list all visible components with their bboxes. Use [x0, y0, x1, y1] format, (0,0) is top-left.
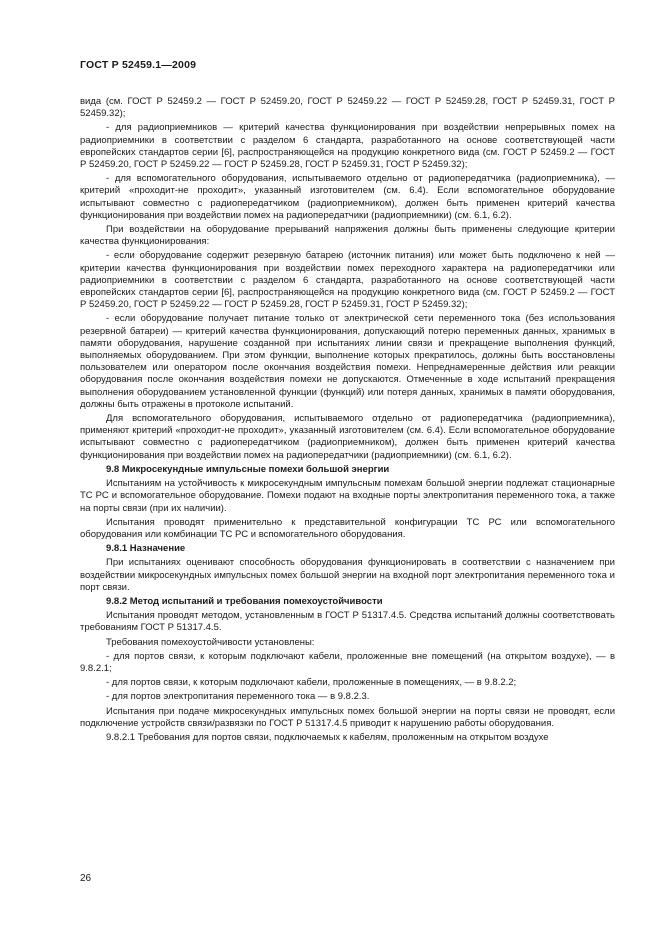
paragraph: Требования помехоустойчивости установлены:	[106, 636, 315, 648]
paragraph: - если оборудование получает питание только от электрической сети переменного тока (без использования резервной батареи) — критерий качества функционирования, допускающий потерю переменных данных, хранимых в памяти оборудования, нарушение созданной при испытаниях линии связи и прекращение выполнения функций, выполняемых оборудованием. При этом функции, выполнение которых прекратилось, должны быть восстановлены пользователем или оператором после окончания воздействия помехи. Непреднамеренные действия или реакции оборудования после окончания воздействия помехи не допускаются. Отмеченные в ходе испытаний прекращения выполнения оборудованием установленной функции (функций) или потеря данных, хранимых в памяти оборудования, должны быть отражены в протоколе испытаний.	[80, 313, 615, 410]
page-number: 26	[80, 873, 92, 884]
list-item: - для портов электропитания переменного тока — в 9.8.2.3.	[106, 691, 370, 703]
paragraph: Испытания при подаче микросекундных импульсных помех большой энергии на порты связи не проводят, если подключение устройств связи/развязки по ГОСТ Р 51317.4.5 приводит к нарушению работы оборудования.	[80, 705, 615, 729]
paragraph: Испытания проводят методом, установленным в ГОСТ Р 51317.4.5. Средства испытаний должны соответствовать требованиям ГОСТ Р 51317.4.5.	[80, 610, 615, 634]
paragraph: Испытания проводят применительно к представительной конфигурации ТС РС или вспомогательного оборудования или комбинации ТС РС и вспомогательного оборудования.	[80, 516, 615, 540]
standard-header: ГОСТ Р 52459.1—2009	[80, 59, 197, 71]
paragraph: - для радиоприемников — критерий качества функционирования при воздействии непрерывных помех на радиоприемники в соответствии с разделом 6 стандарта, разработанного на основе соответствующей части европейских стандартов серии [6], распространяющейся на продукцию конкретного вида (см. ГОСТ Р 52459.2 — ГОСТ Р 52459.20, ГОСТ Р 52459.22 — ГОСТ Р 52459.28, ГОСТ Р 52459.31, ГОСТ Р 52459.32);	[80, 122, 615, 171]
paragraph: 9.8.2.1 Требования для портов связи, подключаемых к кабелям, проложенным на открытом воздухе	[106, 731, 549, 743]
paragraph: вида (см. ГОСТ Р 52459.2 — ГОСТ Р 52459.20, ГОСТ Р 52459.22 — ГОСТ Р 52459.28, ГОСТ Р 52459.31, ГОСТ Р 52459.32);	[80, 96, 615, 120]
section-heading: 9.8 Микросекундные импульсные помехи большой энергии	[106, 463, 390, 475]
list-item: - для портов связи, к которым подключают кабели, проложенные в помещениях, — в 9.8.2.2;	[106, 677, 517, 689]
document-body	[80, 96, 615, 744]
paragraph: - для вспомогательного оборудования, испытываемого отдельно от радиопередатчика (радиоприемника), — критерий «проходит-не проходит», указанный изготовителем (см. 6.4). Если вспомогательное оборудование испытывают совместно с радиопередатчиком (радиоприемником), должен быть применен критерий качества функционирования при воздействии помех на радиопередатчики (радиоприемники) (см. 6.1, 6.2).	[80, 173, 615, 221]
paragraph: Для вспомогательного оборудования, испытываемого отдельно от радиопередатчика (радиоприемника), применяют критерий «проходит-не проходит», указанный изготовителем (см. 6.4). Если вспомогательное оборудование испытывают совместно с радиопередатчиком (радиоприемником), должен быть применен критерий качества функционирования при воздействии помех на радиопередатчики (радиоприемники) (см. 6.1, 6.2).	[80, 413, 615, 461]
list-item: - для портов связи, к которым подключают кабели, проложенные вне помещений (на открытом воздухе), — в 9.8.2.1;	[80, 650, 615, 674]
paragraph: - если оборудование содержит резервную батарею (источник питания) или может быть подключено к ней — критерии качества функционирования при воздействии помех переходного характера на радиопередатчики или радиоприемники в соответствии с разделом 6 стандарта, разработанного на основе соответствующей части европейских стандартов серии [6], распространяющейся на продукцию конкретного вида (см. ГОСТ Р 52459.2 — ГОСТ Р 52459.20, ГОСТ Р 52459.22 — ГОСТ Р 52459.28, ГОСТ Р 52459.31, ГОСТ Р 52459.32);	[80, 250, 615, 311]
section-heading: 9.8.2 Метод испытаний и требования помехоустойчивости	[106, 595, 383, 607]
paragraph: При воздействии на оборудование прерываний напряжения должны быть применены следующие критерии качества функционирования:	[80, 224, 615, 248]
paragraph: При испытаниях оценивают способность оборудования функционировать в соответствии с назначением при воздействии микросекундных импульсных помех большой энергии на входной порт электропитания переменного тока и порт связи.	[80, 557, 615, 593]
paragraph: Испытаниям на устойчивость к микросекундным импульсным помехам большой энергии подлежат стационарные ТС РС и вспомогательное оборудование. Помехи подают на входные порты электропитания переменного тока, а также на порты связи (при их наличии).	[80, 478, 615, 514]
section-heading: 9.8.1 Назначение	[106, 543, 186, 555]
